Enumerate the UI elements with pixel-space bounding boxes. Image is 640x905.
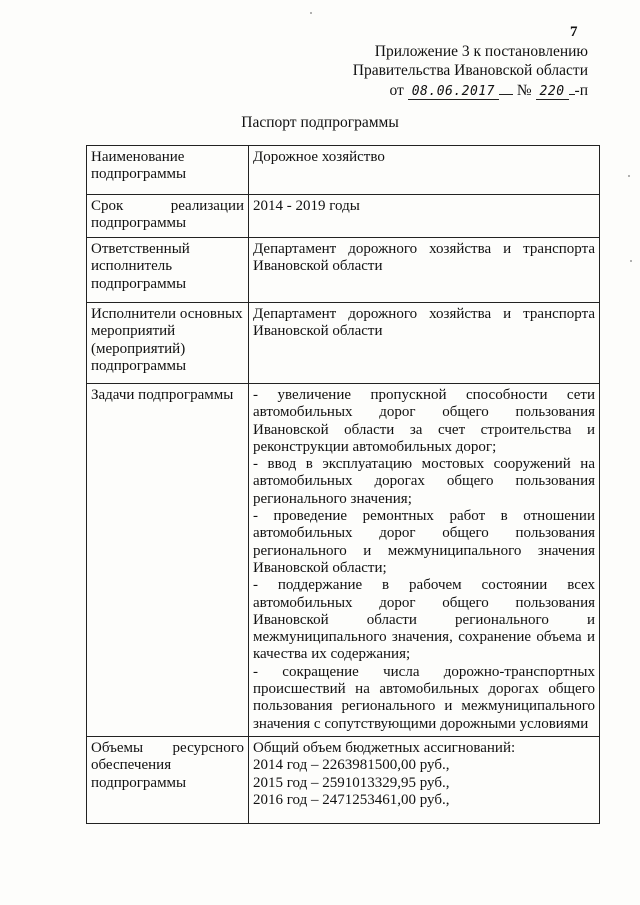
scan-speck [628,175,630,177]
number-label: № [516,82,532,99]
row-value-term: 2014 - 2019 годы [249,195,600,238]
row-label-name: Наименование подпрограммы [87,146,249,195]
task-item: - увеличение пропускной способности сети автомобильных дорог общего пользования Ивановской области за счет строительства и реконструкции автомобильных дорог; [253,387,595,455]
funding-intro: Общий объем бюджетных ассигнований: [253,739,516,756]
handwritten-number: 220 [536,84,569,100]
row-value-funding [249,736,600,823]
funding-year: 2016 год – 2471253461,00 руб., [253,791,450,808]
funding-label-line: обеспечения подпрограммы [91,757,187,791]
task-item: - поддержание в рабочем состоянии всех автомобильных дорог общего пользования Ивановской области регионального и межмуниципального значения, сохранение объема и качества их содержания; [253,577,595,663]
term-label-word: реализации [170,198,244,214]
appendix-line-1: Приложение 3 к постановлению [374,43,588,60]
row-value-executors: Департамент дорожного хозяйства и транспорта Ивановской области [249,303,600,384]
funding-year: 2014 год – 2263981500,00 руб., [253,757,450,774]
appendix-line-2: Правительства Ивановской области [352,62,588,79]
handwritten-date: 08.06.2017 [408,84,499,100]
row-value-tasks [249,384,600,737]
page-number: 7 [570,24,578,40]
table-row [87,303,600,384]
row-label-term [87,195,249,238]
term-label-line: подпрограммы [91,215,187,232]
row-label-responsible: Ответственный исполнитель подпрограммы [87,238,249,303]
appendix-header [268,42,588,101]
row-label-funding [87,736,249,823]
task-item: - ввод в эксплуатацию мостовых сооружений на автомобильных дорогах общего пользования регионального значения; [253,456,595,507]
number-suffix: -п [574,82,588,99]
date-underline [499,80,513,95]
row-value-name: Дорожное хозяйство [249,146,600,195]
table-row [87,238,600,303]
appendix-date-line [268,80,588,101]
appendix-prefix: от [389,82,404,99]
funding-label-line [91,740,244,757]
funding-label-word: ресурсного [172,739,244,756]
table-row [87,146,600,195]
funding-label-word: Объемы [91,739,144,756]
row-label-executors: Исполнители основных мероприятий (мероприятий) подпрограммы [87,303,249,384]
term-label-line [91,198,244,215]
page-title: Паспорт подпрограммы [241,114,399,131]
term-label-word: Срок [91,198,124,214]
table-row [87,384,600,737]
funding-year: 2015 год – 2591013329,95 руб., [253,774,450,791]
scan-speck [310,12,312,14]
row-value-responsible: Департамент дорожного хозяйства и транспорта Ивановской области [249,238,600,303]
task-item: - проведение ремонтных работ в отношении автомобильных дорог общего пользования регионального и межмуниципального значения Ивановской области; [253,508,595,576]
task-item: - сокращение числа дорожно-транспортных происшествий на автомобильных дорогах общего пользования регионального и межмуниципального значения с сопутствующими дорожными условиями [253,663,595,732]
scan-speck [630,260,632,262]
table-row [87,736,600,823]
table-row [87,195,600,238]
passport-table [86,145,600,824]
row-label-tasks: Задачи подпрограммы [87,384,249,737]
